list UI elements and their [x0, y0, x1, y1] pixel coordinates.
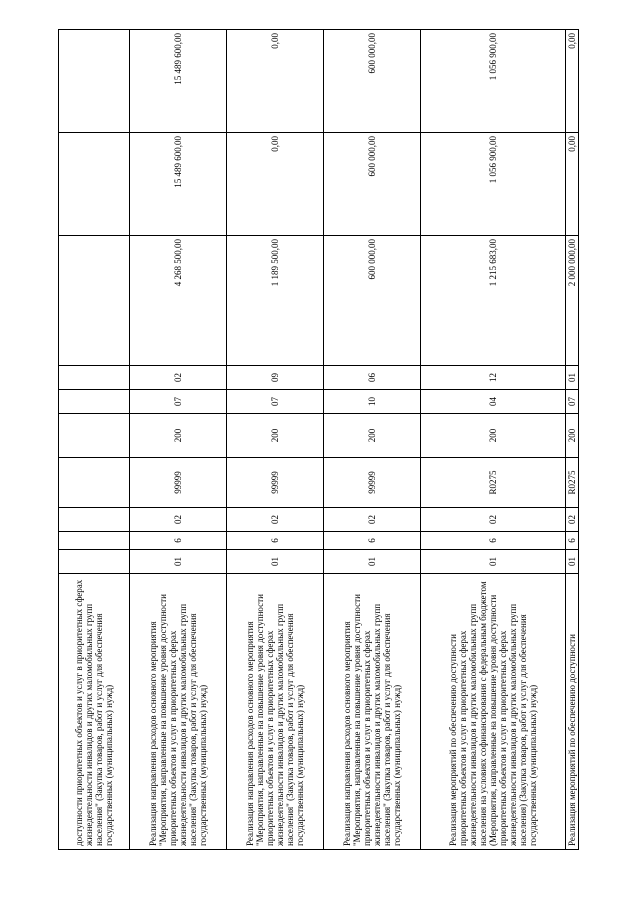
- amount-year-3: 15 489 600,00: [130, 30, 227, 133]
- amount-year-3: 600 000,00: [324, 30, 421, 133]
- code-program: 01: [130, 550, 227, 574]
- amount-year-3: 0,00: [566, 30, 579, 133]
- table-row: [324, 30, 421, 850]
- code-subprogram: 6: [324, 532, 421, 550]
- table-row: [566, 30, 579, 850]
- code-expense-type: 200: [227, 414, 324, 458]
- amount-year-2: [59, 133, 130, 236]
- code-direction: R0275: [566, 458, 579, 508]
- amount-year-1: [59, 236, 130, 366]
- code-program: 01: [324, 550, 421, 574]
- code-program: [59, 550, 130, 574]
- code-subsection: 01: [566, 366, 579, 390]
- row-description: Реализация направления расходов основного мероприятия "Мероприятия, направленные на повышение уровня доступности приоритетных объектов и услуг в приоритетных сферах жизнедеятельности инвалидов и других маломобильных групп населения" (Закупка товаров, работ и услуг для обеспечения государственных (муниципальных) нужд): [227, 574, 324, 850]
- table-row: [421, 30, 566, 850]
- code-subsection: [59, 366, 130, 390]
- code-section: [59, 390, 130, 414]
- code-main-event: 02: [421, 508, 566, 532]
- code-expense-type: 200: [566, 414, 579, 458]
- code-section: 10: [324, 390, 421, 414]
- amount-year-2: 0,00: [566, 133, 579, 236]
- code-direction: 99999: [324, 458, 421, 508]
- code-main-event: 02: [566, 508, 579, 532]
- code-main-event: [59, 508, 130, 532]
- amount-year-3: 0,00: [227, 30, 324, 133]
- code-subprogram: 6: [566, 532, 579, 550]
- amount-year-2: 15 489 600,00: [130, 133, 227, 236]
- row-description: Реализация мероприятий по обеспечению доступности приоритетных объектов и услуг в приоритетных сферах жизнедеятельности инвалидов и других маломобильных групп населения на условиях софинансирования с федеральным бюджетом (Мероприятия, направленные на повышение уровня доступности приоритетных объектов и услуг в приоритетных сферах жизнедеятельности инвалидов и других маломобильных групп населения) (Закупка товаров, работ и услуг для обеспечения государственных (муниципальных) нужд): [421, 574, 566, 850]
- code-program: 01: [421, 550, 566, 574]
- code-subprogram: [59, 532, 130, 550]
- table-row: [227, 30, 324, 850]
- row-description: Реализация направления расходов основного мероприятия "Мероприятия, направленные на повышение уровня доступности приоритетных объектов и услуг в приоритетных сферах жизнедеятельности инвалидов и других маломобильных групп населения" (Закупка товаров, работ и услуг для обеспечения государственных (муниципальных) нужд): [324, 574, 421, 850]
- code-section: 07: [130, 390, 227, 414]
- budget-table: [58, 29, 579, 850]
- amount-year-1: 2 000 000,00: [566, 236, 579, 366]
- code-direction: 99999: [227, 458, 324, 508]
- code-section: 07: [227, 390, 324, 414]
- code-program: 01: [566, 550, 579, 574]
- row-description: Реализация мероприятий по обеспечению доступности: [566, 574, 579, 850]
- amount-year-1: 600 000,00: [324, 236, 421, 366]
- code-direction: [59, 458, 130, 508]
- code-main-event: 02: [324, 508, 421, 532]
- code-subsection: 06: [324, 366, 421, 390]
- code-subsection: 02: [130, 366, 227, 390]
- amount-year-1: 1 215 683,00: [421, 236, 566, 366]
- code-main-event: 02: [227, 508, 324, 532]
- code-subprogram: 6: [227, 532, 324, 550]
- code-expense-type: 200: [421, 414, 566, 458]
- code-expense-type: 200: [130, 414, 227, 458]
- amount-year-3: [59, 30, 130, 133]
- code-main-event: 02: [130, 508, 227, 532]
- row-description: доступности приоритетных объектов и услуг в приоритетных сферах жизнедеятельности инвалидов и других маломобильных групп населения" (Закупка товаров, работ и услуг для обеспечения государственных (муниципальных) нужд): [59, 574, 130, 850]
- code-expense-type: 200: [324, 414, 421, 458]
- code-subprogram: 6: [130, 532, 227, 550]
- amount-year-3: 1 056 900,00: [421, 30, 566, 133]
- table-row: [130, 30, 227, 850]
- code-section: 07: [566, 390, 579, 414]
- code-program: 01: [227, 550, 324, 574]
- code-direction: R0275: [421, 458, 566, 508]
- code-subprogram: 6: [421, 532, 566, 550]
- code-expense-type: [59, 414, 130, 458]
- code-section: 04: [421, 390, 566, 414]
- table-row: [59, 30, 130, 850]
- amount-year-1: 4 268 500,00: [130, 236, 227, 366]
- amount-year-2: 0,00: [227, 133, 324, 236]
- code-subsection: 09: [227, 366, 324, 390]
- rotated-table-wrapper: [58, 30, 578, 850]
- code-direction: 99999: [130, 458, 227, 508]
- amount-year-2: 1 056 900,00: [421, 133, 566, 236]
- row-description: Реализация направления расходов основного мероприятия "Мероприятия, направленные на повышение уровня доступности приоритетных объектов и услуг в приоритетных сферах жизнедеятельности инвалидов и других маломобильных групп населения" (Закупка товаров, работ и услуг для обеспечения государственных (муниципальных) нужд): [130, 574, 227, 850]
- amount-year-2: 600 000,00: [324, 133, 421, 236]
- amount-year-1: 1 189 500,00: [227, 236, 324, 366]
- code-subsection: 12: [421, 366, 566, 390]
